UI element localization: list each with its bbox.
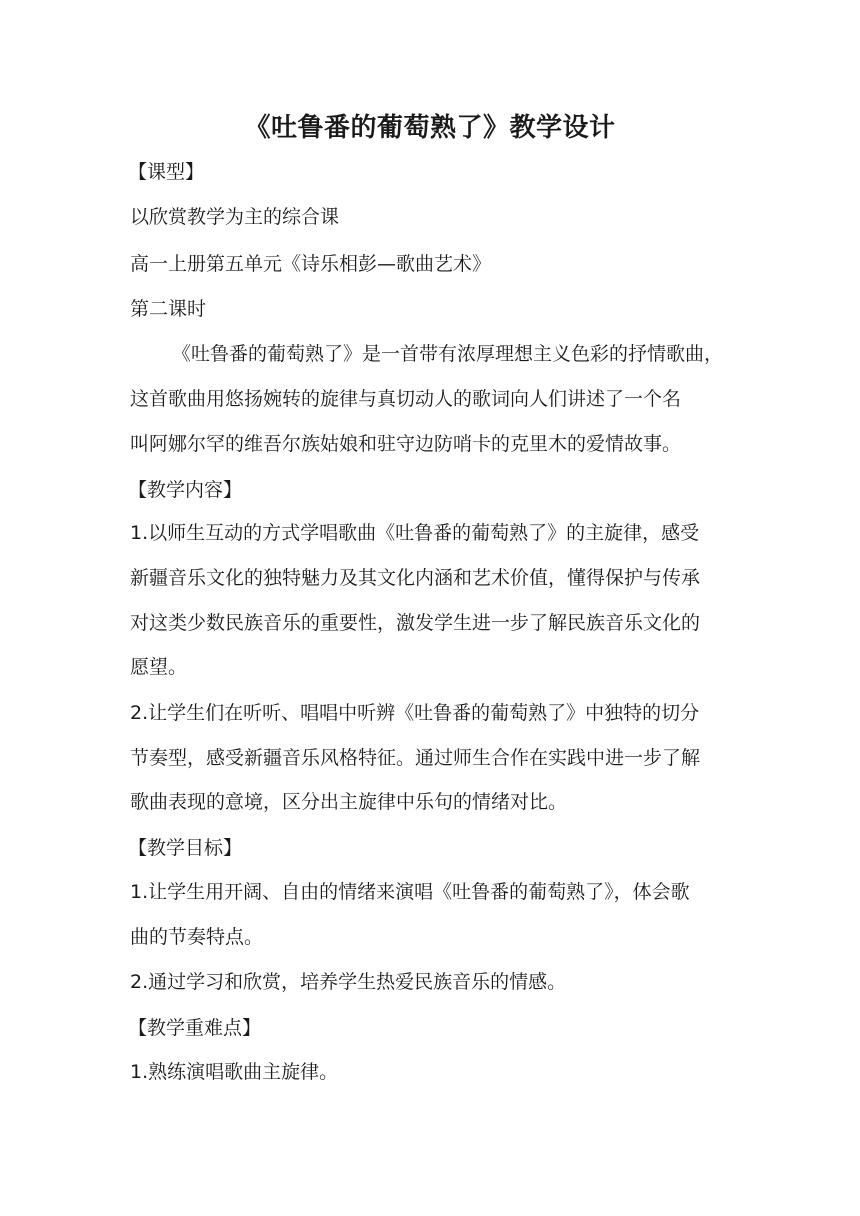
section-heading-objectives: 【教学目标】: [128, 837, 243, 859]
content-item-line: 2.让学生们在听听、唱唱中听辨《吐鲁番的葡萄熟了》中独特的切分: [130, 702, 700, 724]
objective-item-line: 1.让学生用开阔、自由的情绪来演唱《吐鲁番的葡萄熟了》，体会歌: [130, 881, 690, 903]
document-title: 《吐鲁番的葡萄熟了》教学设计: [244, 113, 616, 143]
section-heading-key-points: 【教学重难点】: [128, 1017, 262, 1039]
content-item-line: 新疆音乐文化的独特魅力及其文化内涵和艺术价值，懂得保护与传承: [130, 567, 701, 589]
objective-item-line: 2.通过学习和欣赏，培养学生热爱民族音乐的情感。: [130, 971, 567, 993]
unit-text: 高一上册第五单元《诗乐相彭—歌曲艺术》: [130, 253, 492, 275]
intro-paragraph-line: 叫阿娜尔罕的维吾尔族姑娘和驻守边防哨卡的克里木的爱情故事。: [130, 433, 682, 455]
section-heading-course-type: 【课型】: [128, 161, 205, 183]
content-item-line: 1.以师生互动的方式学唱歌曲《吐鲁番的葡萄熟了》的主旋律，感受: [130, 522, 700, 544]
lesson-period-text: 第二课时: [130, 298, 207, 320]
content-item-line: 节奏型，感受新疆音乐风格特征。通过师生合作在实践中进一步了解: [130, 747, 701, 769]
section-heading-content: 【教学内容】: [128, 479, 243, 501]
course-type-text: 以欣赏教学为主的综合课: [130, 206, 340, 228]
key-point-item-line: 1.熟练演唱歌曲主旋律。: [130, 1061, 339, 1083]
objective-item-line: 曲的节奏特点。: [130, 926, 264, 948]
intro-paragraph-line: 《吐鲁番的葡萄熟了》是一首带有浓厚理想主义色彩的抒情歌曲，: [172, 343, 724, 365]
intro-paragraph-line: 这首歌曲用悠扬婉转的旋律与真切动人的歌词向人们讲述了一个名: [130, 388, 682, 410]
content-item-line: 愿望。: [130, 656, 188, 678]
content-item-line: 对这类少数民族音乐的重要性，激发学生进一步了解民族音乐文化的: [130, 612, 701, 634]
content-item-line: 歌曲表现的意境，区分出主旋律中乐句的情绪对比。: [130, 791, 568, 813]
